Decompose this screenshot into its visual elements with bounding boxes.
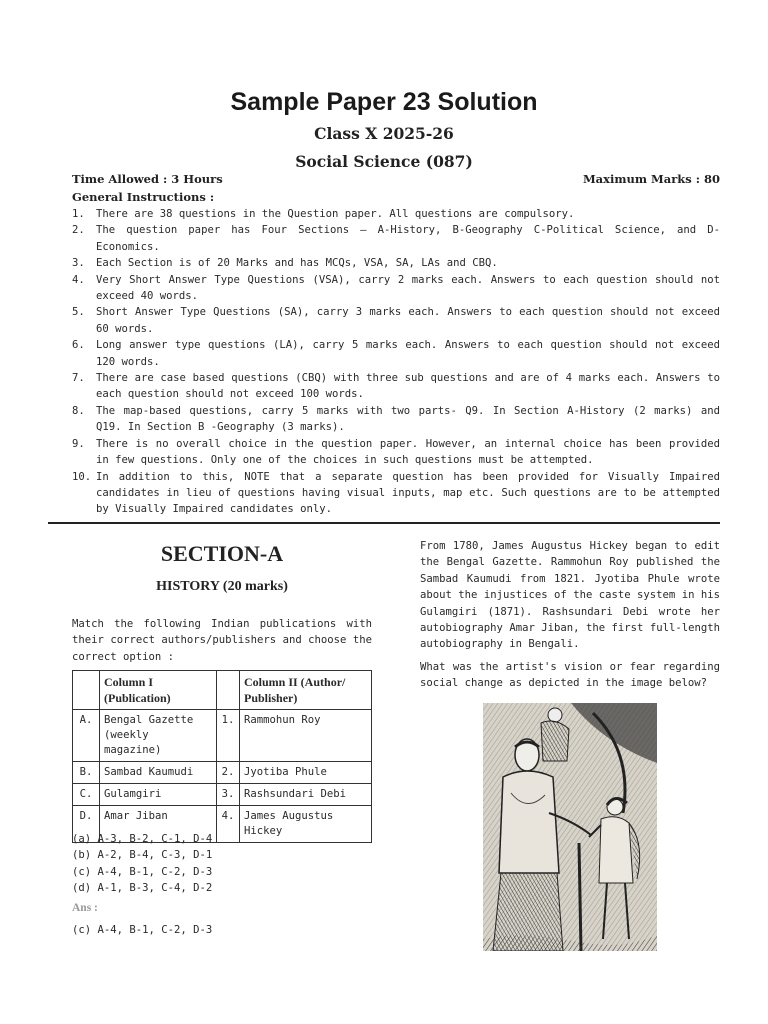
answer-options <box>72 831 372 897</box>
instruction-text: The question paper has Four Sections – A-History, B-Geography C-Political Science, and D-Economics. <box>96 224 720 253</box>
section-subtitle: HISTORY (20 marks) <box>156 579 288 594</box>
author-cell: James Augustus Hickey <box>240 806 372 843</box>
answer-explanation: From 1780, James Augustus Hickey began to edit the Bengal Gazette. Rammohun Roy published the Sambad Kaumudi from 1821. Jyotiba Phule wrote about the injustices of the caste system in his Gulamgiri (1871). Rashsundari Debi wrote her autobiography Amar Jiban, the first full-length autobiography in Bengali. <box>420 540 720 651</box>
instruction-item <box>72 436 720 469</box>
instruction-text: The map-based questions, carry 5 marks with two parts- Q9. In Section A-History (2 marks) and Q19. In Section B -Geography (3 marks). <box>96 404 720 434</box>
instruction-item <box>72 403 720 436</box>
instruction-number: 2. <box>72 224 85 237</box>
instruction-text: Very Short Answer Type Questions (VSA), carry 2 marks each. Answers to each question should not exceed 40 words. <box>96 273 720 303</box>
instruction-item <box>72 469 720 518</box>
instruction-text: Each Section is of 20 Marks and has MCQs, VSA, SA, LAs and CBQ. <box>96 257 498 270</box>
instruction-number: 9. <box>72 437 85 450</box>
row-letter: C. <box>73 784 100 806</box>
option-d: (d) A-1, B-3, C-4, D-2 <box>72 882 213 895</box>
row-letter: D. <box>73 806 100 843</box>
instruction-number: 10. <box>72 470 92 483</box>
option-b: (b) A-2, B-4, C-3, D-1 <box>72 849 213 862</box>
instruction-item <box>72 337 720 370</box>
instruction-item <box>72 304 720 337</box>
table-row <box>73 784 372 806</box>
row-number: 2. <box>217 762 240 784</box>
section-title: SECTION-A <box>160 541 284 566</box>
table-header-row <box>73 671 372 710</box>
question-2-text: What was the artist's vision or fear regarding social change as depicted in the image below? <box>420 661 720 690</box>
answer-label: Ans : <box>72 902 98 914</box>
publication-cell: Gulamgiri <box>100 784 217 806</box>
option-c: (c) A-4, B-1, C-2, D-3 <box>72 865 213 878</box>
instruction-item <box>72 255 720 271</box>
historical-illustration <box>483 703 657 951</box>
class-line: Class X 2025-26 <box>314 124 454 143</box>
instruction-text: In addition to this, NOTE that a separate question has been provided for Visually Impaired candidates in lieu of questions having visual inputs, map etc. Such questions are to be attempted by Visually Impaired candidates only. <box>96 470 720 516</box>
instruction-item <box>72 370 720 403</box>
instructions-heading: General Instructions : <box>72 190 215 204</box>
table-header-column-1: Column I (Publication) <box>100 671 217 710</box>
table-row <box>73 762 372 784</box>
instruction-number: 6. <box>72 339 85 352</box>
table-header-column-2: Column II (Author/ Publisher) <box>240 671 372 710</box>
exam-meta <box>72 172 720 186</box>
answer-text: (c) A-4, B-1, C-2, D-3 <box>72 924 213 936</box>
author-cell: Jyotiba Phule <box>240 762 372 784</box>
instruction-number: 3. <box>72 257 85 270</box>
instruction-number: 4. <box>72 273 85 286</box>
row-letter: A. <box>73 710 100 762</box>
instruction-item <box>72 272 720 305</box>
instruction-text: There are case based questions (CBQ) with three sub questions and are of 4 marks each. Answers to each question should not exceed 100 words. <box>96 372 720 401</box>
row-number: 4. <box>217 806 240 843</box>
row-number: 1. <box>217 710 240 762</box>
instruction-text: Short Answer Type Questions (SA), carry 3 marks each. Answers to each question should not exceed 60 words. <box>96 306 720 335</box>
table-header-blank <box>73 671 100 710</box>
instruction-item <box>72 222 720 255</box>
table-row <box>73 710 372 762</box>
publication-cell: Bengal Gazette (weekly magazine) <box>100 710 217 762</box>
option-a: (a) A-3, B-2, C-1, D-4 <box>72 833 213 845</box>
instruction-number: 1. <box>72 208 85 220</box>
instruction-number: 5. <box>72 306 85 319</box>
author-cell: Rammohun Roy <box>240 710 372 762</box>
paper-title: Sample Paper 23 Solution <box>230 88 538 116</box>
instruction-text: There is no overall choice in the question paper. However, an internal choice has been provided in few questions. Only one of the choices in such questions must be attempted. <box>96 437 720 467</box>
instruction-item <box>72 206 720 222</box>
max-marks: Maximum Marks : 80 <box>582 172 720 186</box>
row-number: 3. <box>217 784 240 806</box>
table-header-blank <box>217 671 240 710</box>
instruction-number: 8. <box>72 404 85 417</box>
instructions-list <box>72 206 720 518</box>
author-cell: Rashsundari Debi <box>240 784 372 806</box>
question-text: Match the following Indian publications with their correct authors/publishers and choose the correct option : <box>72 618 372 663</box>
row-letter: B. <box>73 762 100 784</box>
subject-line: Social Science (087) <box>295 152 473 171</box>
time-allowed: Time Allowed : 3 Hours <box>72 172 223 186</box>
instruction-text: Long answer type questions (LA), carry 5 marks each. Answers to each question should not exceed 120 words. <box>96 339 720 368</box>
instruction-number: 7. <box>72 372 85 385</box>
match-table <box>72 670 372 843</box>
publication-cell: Amar Jiban <box>100 806 217 843</box>
section-divider <box>48 522 720 524</box>
publication-cell: Sambad Kaumudi <box>100 762 217 784</box>
instruction-text: There are 38 questions in the Question paper. All questions are compulsory. <box>96 208 575 220</box>
